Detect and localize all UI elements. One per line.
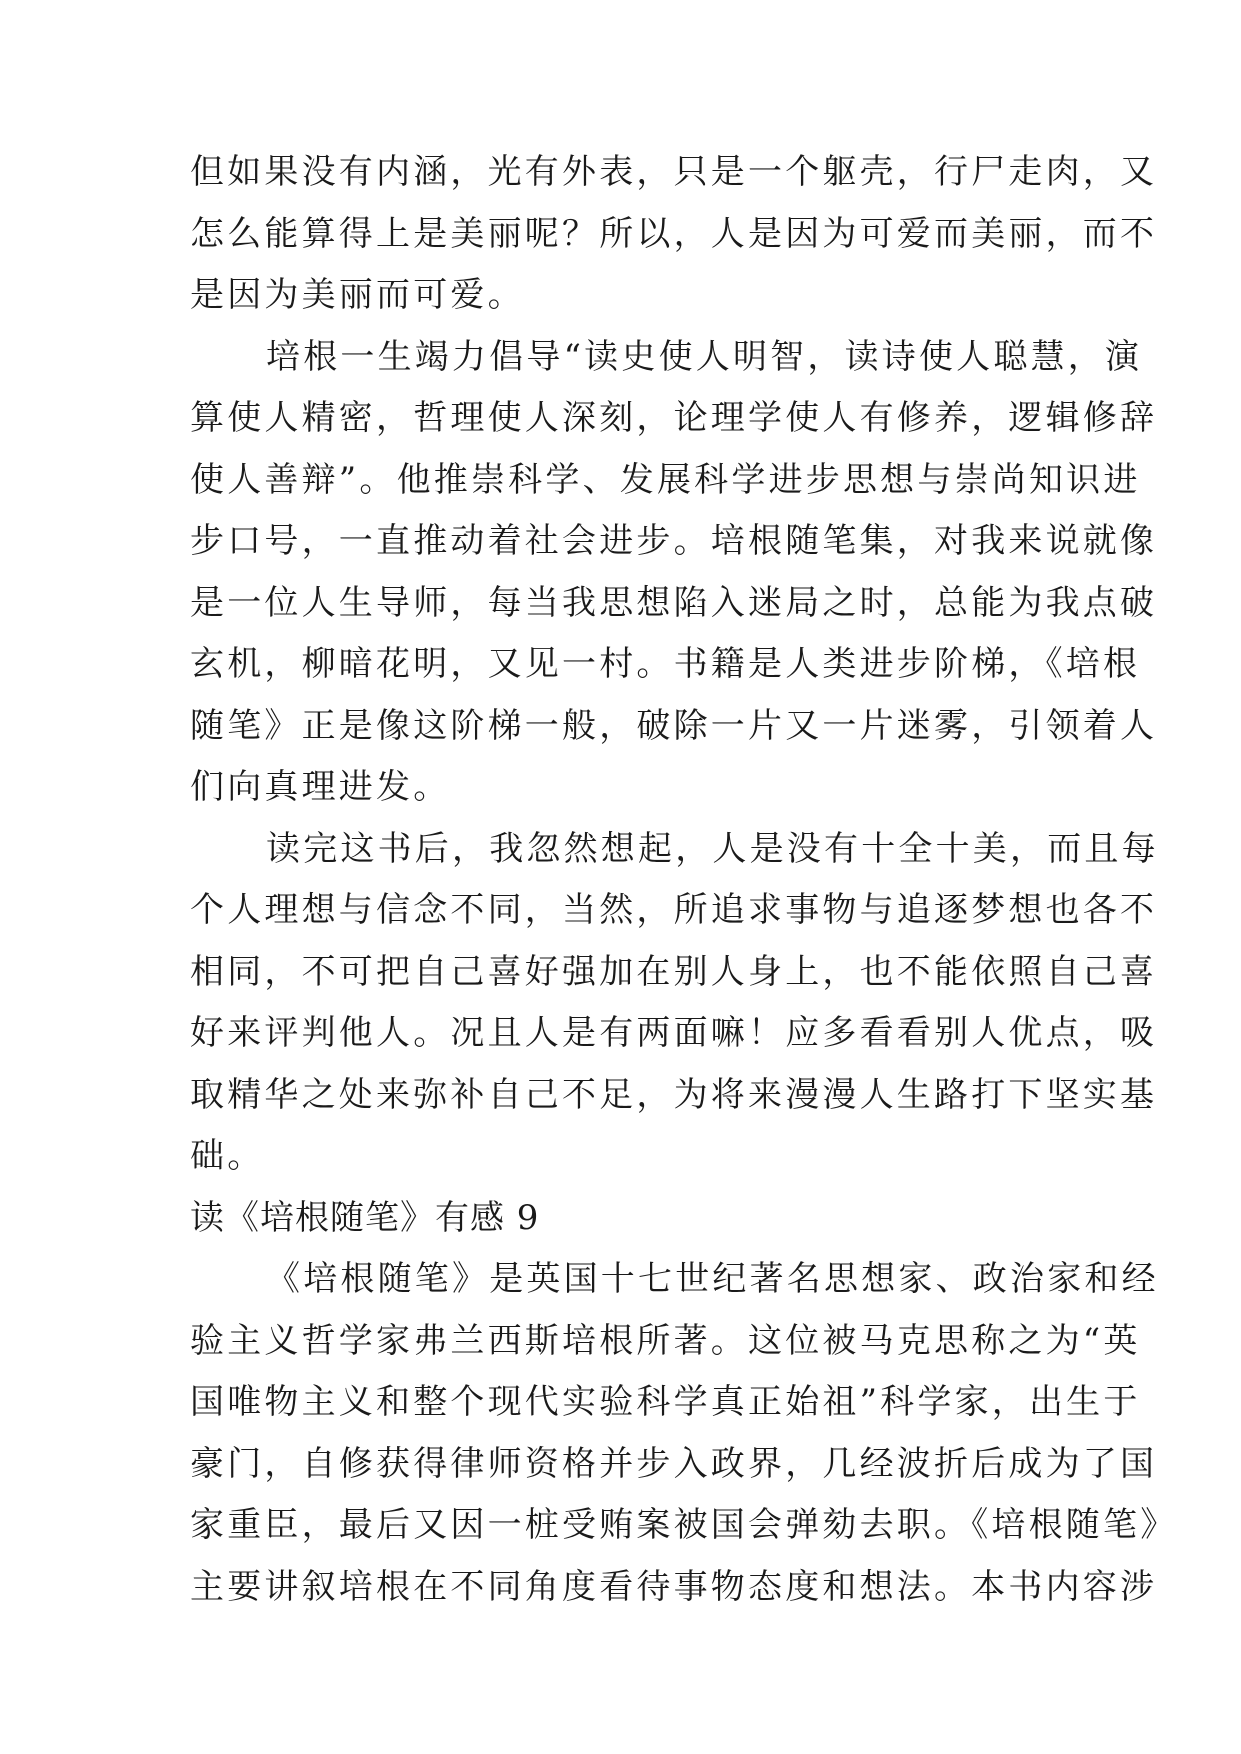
paragraph-line: 取精华之处来弥补自己不足，为将来漫漫人生路打下坚实基	[190, 1074, 1158, 1115]
paragraph-line: 读完这书后，我忽然想起，人是没有十全十美，而且每	[266, 828, 1159, 869]
paragraph-line: 怎么能算得上是美丽呢？所以，人是因为可爱而美丽，而不	[190, 213, 1158, 254]
paragraph-line: 家重臣，最后又因一桩受贿案被国会弹劾去职。《培根随笔》	[190, 1505, 1178, 1545]
paragraph-line: 相同，不可把自己喜好强加在别人身上，也不能依照自己喜	[190, 951, 1158, 992]
paragraph-line: 算使人精密，哲理使人深刻，论理学使人有修养，逻辑修辞	[190, 398, 1158, 438]
paragraph-line: 主要讲叙培根在不同角度看待事物态度和想法。本书内容涉	[190, 1566, 1158, 1607]
paragraph-line: 们向真理进发。	[190, 767, 451, 807]
paragraph-line: 国唯物主义和整个现代实验科学真正始祖”科学家，出生于	[190, 1382, 1141, 1422]
paragraph-line: 础。	[190, 1136, 265, 1176]
paragraph-line: 好来评判他人。况且人是有两面嘛！应多看看别人优点，吸	[190, 1013, 1158, 1053]
paragraph-line: 玄机，柳暗花明，又见一村。书籍是人类进步阶梯，《培根	[190, 644, 1141, 684]
paragraph-line: 是一位人生导师，每当我思想陷入迷局之时，总能为我点破	[190, 582, 1158, 623]
paragraph-line: 使人善辩”。他推崇科学、发展科学进步思想与崇尚知识进	[190, 459, 1141, 500]
paragraph-line: 个人理想与信念不同，当然，所追求事物与追逐梦想也各不	[190, 890, 1158, 930]
paragraph-line: 是因为美丽而可爱。	[190, 275, 525, 315]
paragraph-line: 《培根随笔》是英国十七世纪著名思想家、政治家和经	[266, 1259, 1159, 1299]
paragraph-line: 豪门，自修获得律师资格并步入政界，几经波折后成为了国	[190, 1443, 1158, 1484]
section-title: 读《培根随笔》有感 9	[190, 1197, 540, 1238]
document-body	[190, 142, 1178, 1618]
paragraph-line: 培根一生竭力倡导“读史使人明智，读诗使人聪慧，演	[266, 336, 1143, 377]
paragraph-line: 验主义哲学家弗兰西斯培根所著。这位被马克思称之为“英	[190, 1320, 1141, 1361]
paragraph-line: 但如果没有内涵，光有外表，只是一个躯壳，行尸走肉，又	[190, 152, 1158, 192]
paragraph-line: 随笔》正是像这阶梯一般，破除一片又一片迷雾，引领着人	[190, 705, 1158, 746]
paragraph-line: 步口号，一直推动着社会进步。培根随笔集，对我来说就像	[190, 521, 1158, 561]
